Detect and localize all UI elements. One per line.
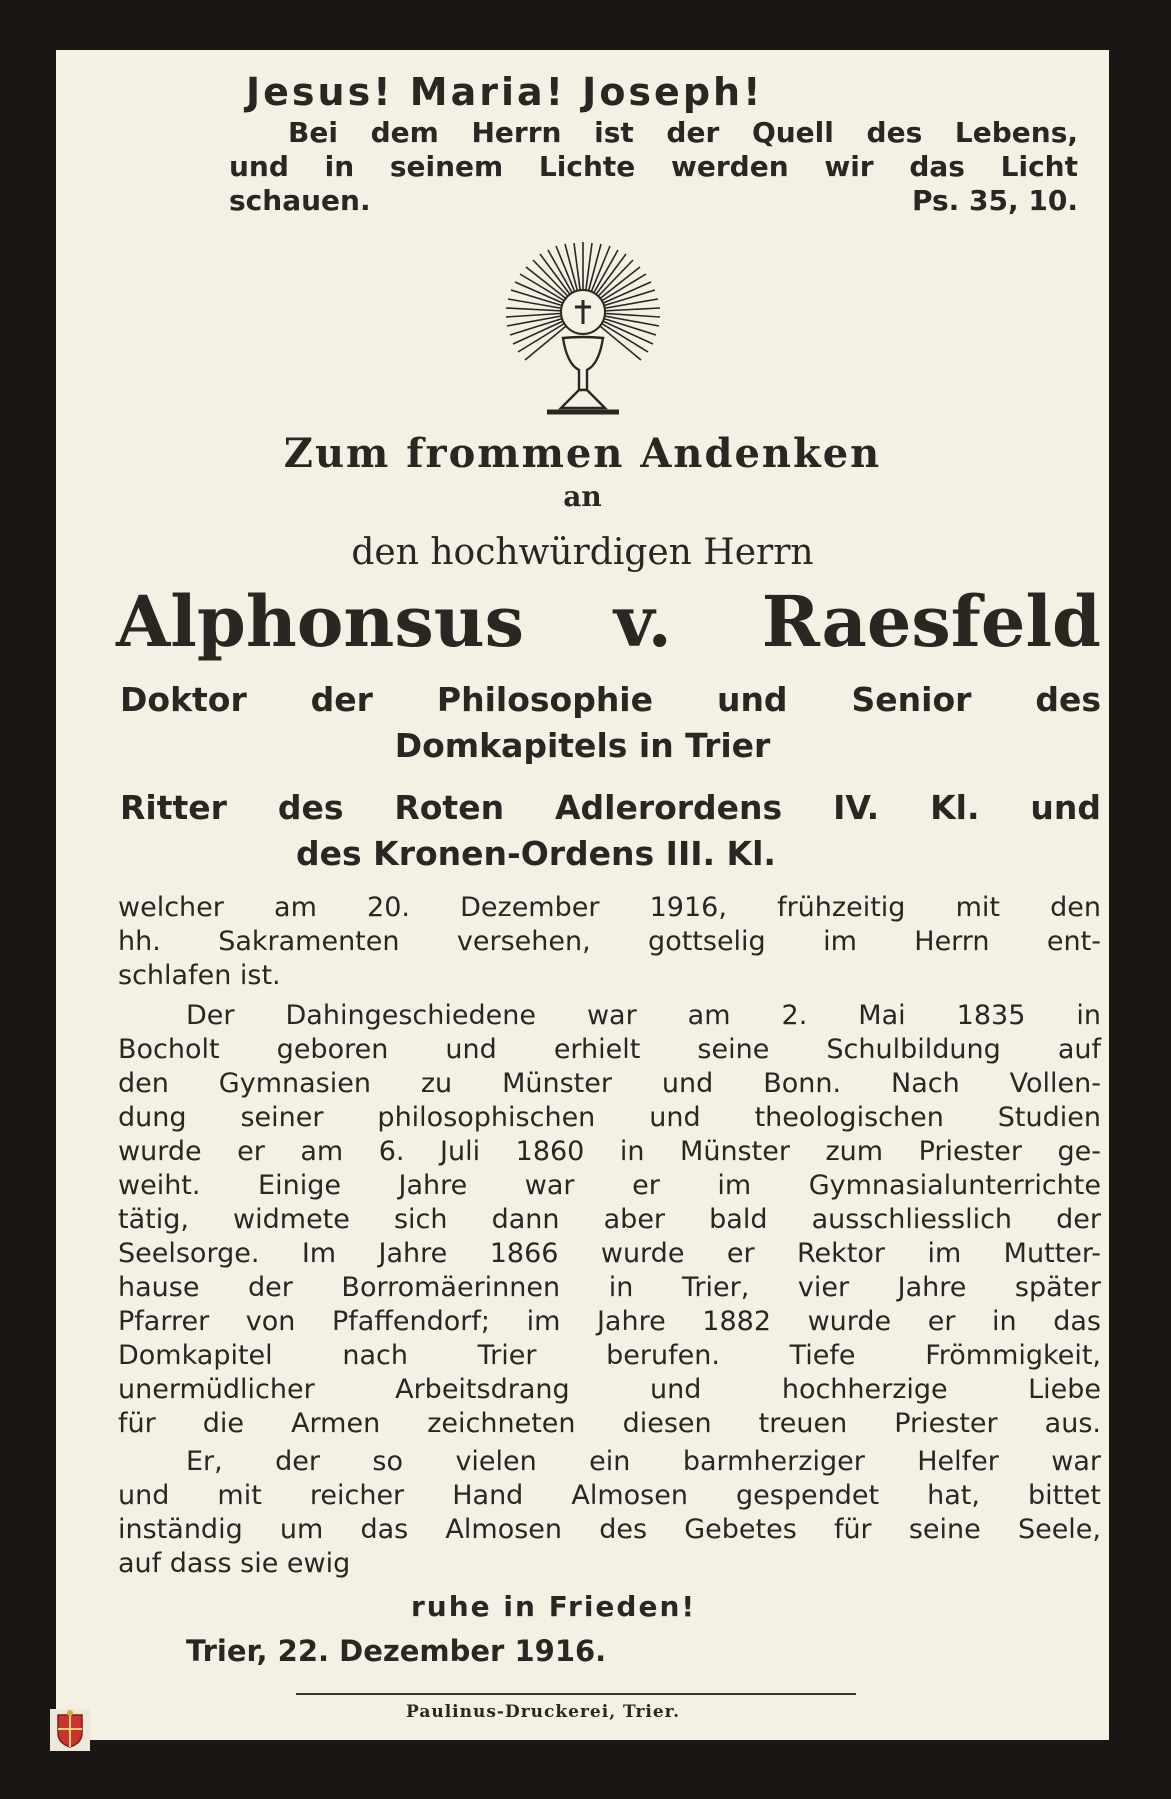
body-line-7: dung seiner philosophischen und theologischen Studien <box>118 1102 1101 1133</box>
body-line-5: Bocholt geboren und erhielt seine Schulbildung auf <box>118 1034 1101 1065</box>
verse-line-1: Bei dem Herrn ist der Quell des Lebens, <box>288 116 1078 149</box>
body-line-10: tätig, widmete sich dann aber bald ausschliesslich der <box>118 1204 1101 1235</box>
body-line-8: wurde er am 6. Juli 1860 in Münster zum Priester ge- <box>118 1136 1101 1167</box>
chalice-with-host-icon <box>493 240 673 420</box>
title-line-2: Domkapitels in Trier <box>394 726 771 765</box>
place-date: Trier, 22. Dezember 1916. <box>186 1634 607 1668</box>
body-line-6: den Gymnasien zu Münster und Bonn. Nach Vollen- <box>118 1068 1101 1099</box>
body-line-19: inständig um das Almosen des Gebetes für seine Seele, <box>118 1514 1101 1545</box>
body-line-12: hause der Borromäerinnen in Trier, vier Jahre später <box>118 1272 1101 1303</box>
body-line-16: für die Armen zeichneten diesen treuen Priester aus. <box>118 1408 1101 1439</box>
body-line-20: auf dass sie ewig <box>118 1548 351 1579</box>
body-line-11: Seelsorge. Im Jahre 1866 wurde er Rektor im Mutter- <box>118 1238 1101 1269</box>
rest-in-peace: ruhe in Frieden! <box>411 1590 697 1623</box>
coat-of-arms-logo <box>50 1709 90 1751</box>
title-line-3: Ritter des Roten Adlerordens IV. Kl. und <box>120 788 1101 827</box>
body-line-18: und mit reicher Hand Almosen gespendet hat, bittet <box>118 1480 1101 1511</box>
invocation-heading: Jesus! Maria! Joseph! <box>246 70 764 114</box>
honorific-line: den hochwürdigen Herrn <box>351 532 814 573</box>
body-line-14: Domkapitel nach Trier berufen. Tiefe Frömmigkeit, <box>118 1340 1101 1371</box>
memorial-heading: Zum frommen Andenken <box>283 430 882 477</box>
verse-line-3: schauen. <box>229 184 371 217</box>
paper-sheet <box>56 50 1109 1740</box>
body-line-17: Er, der so vielen ein barmherziger Helfer war <box>186 1446 1101 1477</box>
body-line-15: unermüdlicher Arbeitsdrang und hochherzige Liebe <box>118 1374 1101 1405</box>
preposition-an: an <box>563 480 602 513</box>
body-line-1: welcher am 20. Dezember 1916, frühzeitig mit den <box>118 892 1101 923</box>
divider-rule <box>296 1693 856 1695</box>
body-line-3: schlafen ist. <box>118 960 281 991</box>
title-line-4: des Kronen-Ordens III. Kl. <box>296 834 776 873</box>
body-line-9: weiht. Einige Jahre war er im Gymnasialunterrichte <box>118 1170 1101 1201</box>
deceased-name: Alphonsus v. Raesfeld <box>116 580 1101 663</box>
body-line-4: Der Dahingeschiedene war am 2. Mai 1835 in <box>186 1000 1101 1031</box>
printer-imprint: Paulinus-Druckerei, Trier. <box>406 1702 680 1722</box>
body-line-2: hh. Sakramenten versehen, gottselig im Herrn ent- <box>118 926 1101 957</box>
verse-line-2: und in seinem Lichte werden wir das Licht <box>229 150 1078 183</box>
verse-reference: Ps. 35, 10. <box>911 184 1078 217</box>
title-line-1: Doktor der Philosophie und Senior des <box>120 680 1101 719</box>
body-line-13: Pfarrer von Pfaffendorf; im Jahre 1882 wurde er in das <box>118 1306 1101 1337</box>
